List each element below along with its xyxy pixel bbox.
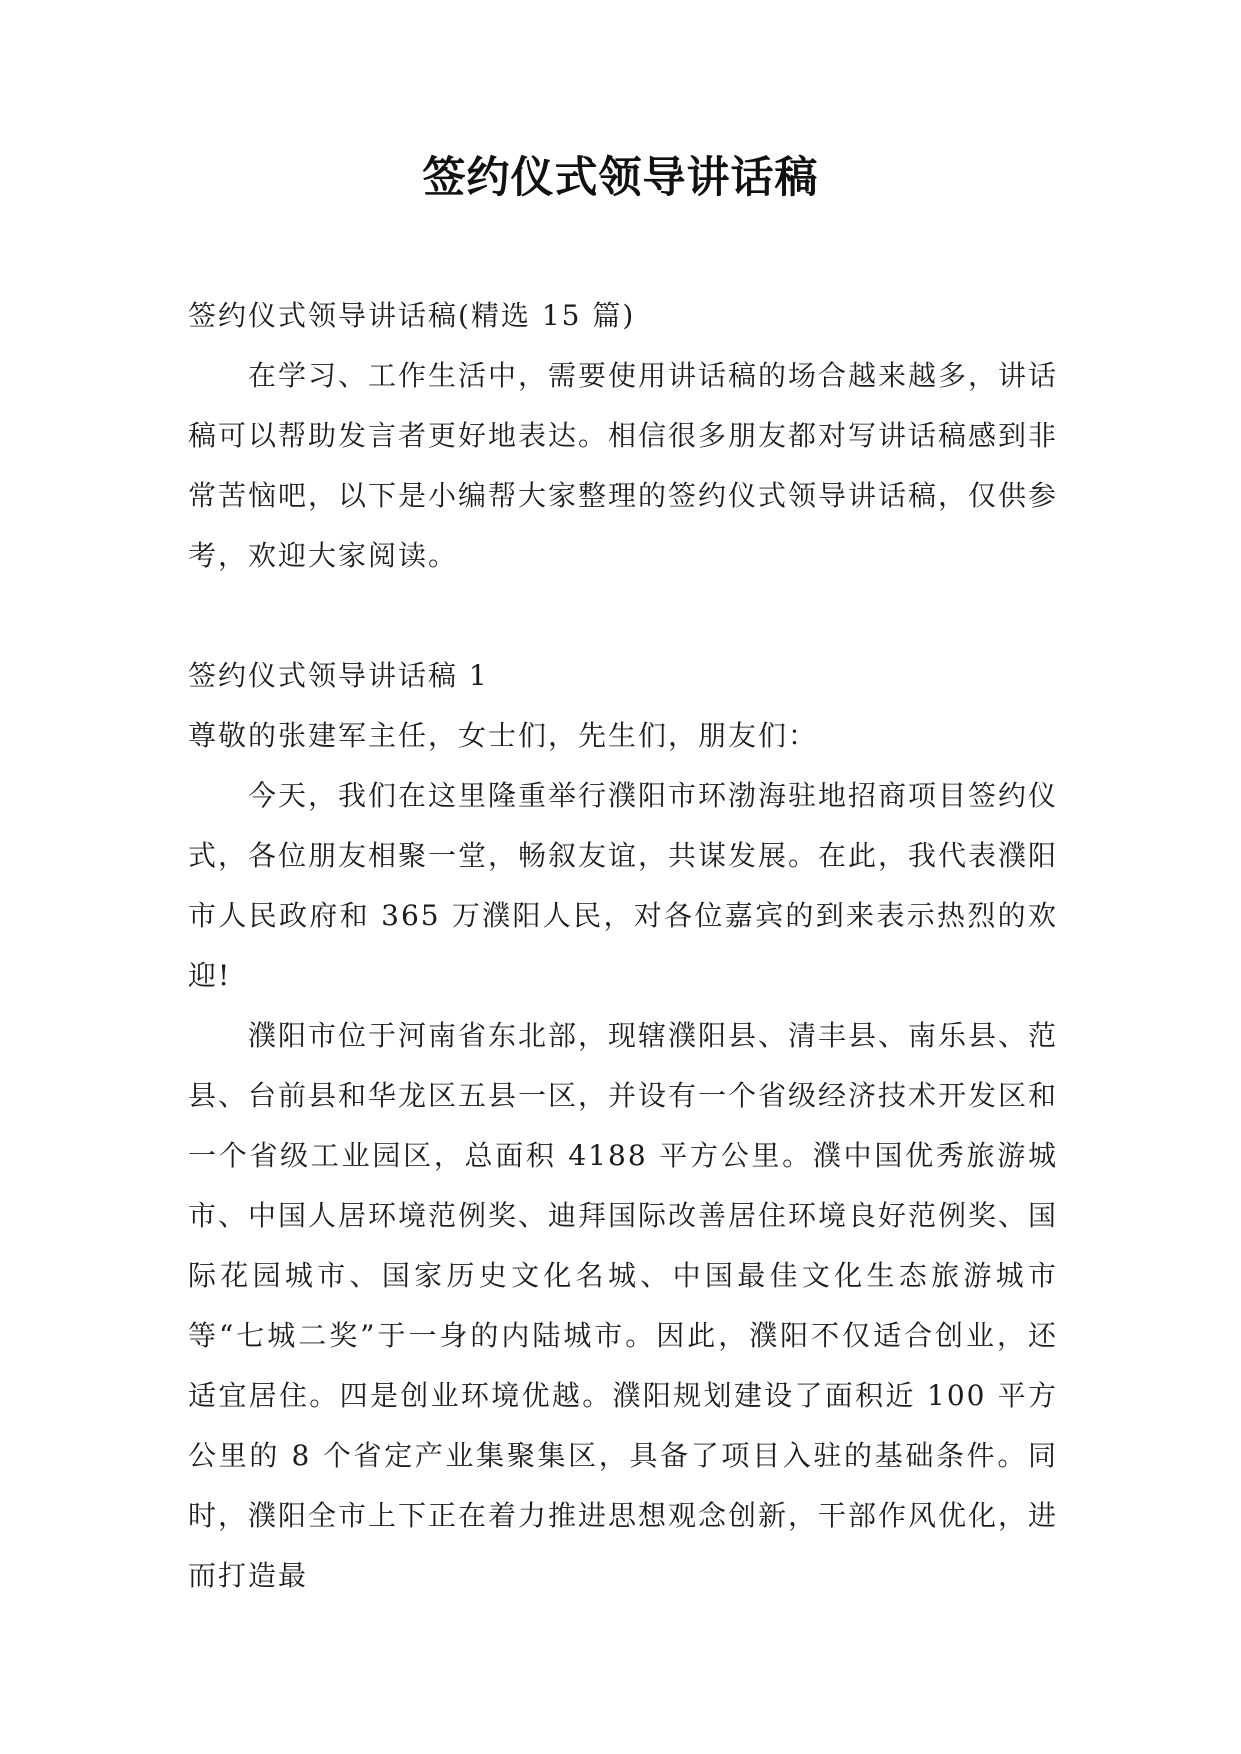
document-body — [188, 286, 1058, 1606]
section-heading: 签约仪式领导讲话稿 1 — [188, 659, 489, 692]
speech-paragraph-2: 濮阳市位于河南省东北部，现辖濮阳县、清丰县、南乐县、范县、台前县和华龙区五县一区，并设有一个省级经济技术开发区和一个省级工业园区，总面积 4188 平方公里。濮中国优秀旅游城市、中国人居环境范例奖、迪拜国际改善居住环境良好范例奖、国际花园城市、国家历史文化名城、中国最佳文化生态旅游城市等“七城二奖”于一身的内陆城市。因此，濮阳不仅适合创业，还适宜居住。四是创业环境优越。濮阳规划建设了面积近 100 平方公里的 8 个省定产业集聚集区，具备了项目入驻的基础条件。同时，濮阳全市上下正在着力推进思想观念创新，干部作风优化，进而打造最 — [188, 1019, 1059, 1592]
document-subtitle: 签约仪式领导讲话稿(精选 15 篇) — [188, 299, 636, 332]
speech-paragraph-1: 今天，我们在这里隆重举行濮阳市环渤海驻地招商项目签约仪式，各位朋友相聚一堂，畅叙友谊，共谋发展。在此，我代表濮阳市人民政府和 365 万濮阳人民，对各位嘉宾的到来表示热烈的欢迎! — [188, 779, 1059, 992]
salutation: 尊敬的张建军主任，女士们，先生们，朋友们： — [188, 719, 819, 752]
intro-paragraph: 在学习、工作生活中，需要使用讲话稿的场合越来越多，讲话稿可以帮助发言者更好地表达。相信很多朋友都对写讲话稿感到非常苦恼吧，以下是小编帮大家整理的签约仪式领导讲话稿，仅供参考，欢迎大家阅读。 — [188, 359, 1059, 572]
section-spacer — [188, 586, 1058, 646]
document-title: 签约仪式领导讲话稿 — [422, 153, 819, 203]
